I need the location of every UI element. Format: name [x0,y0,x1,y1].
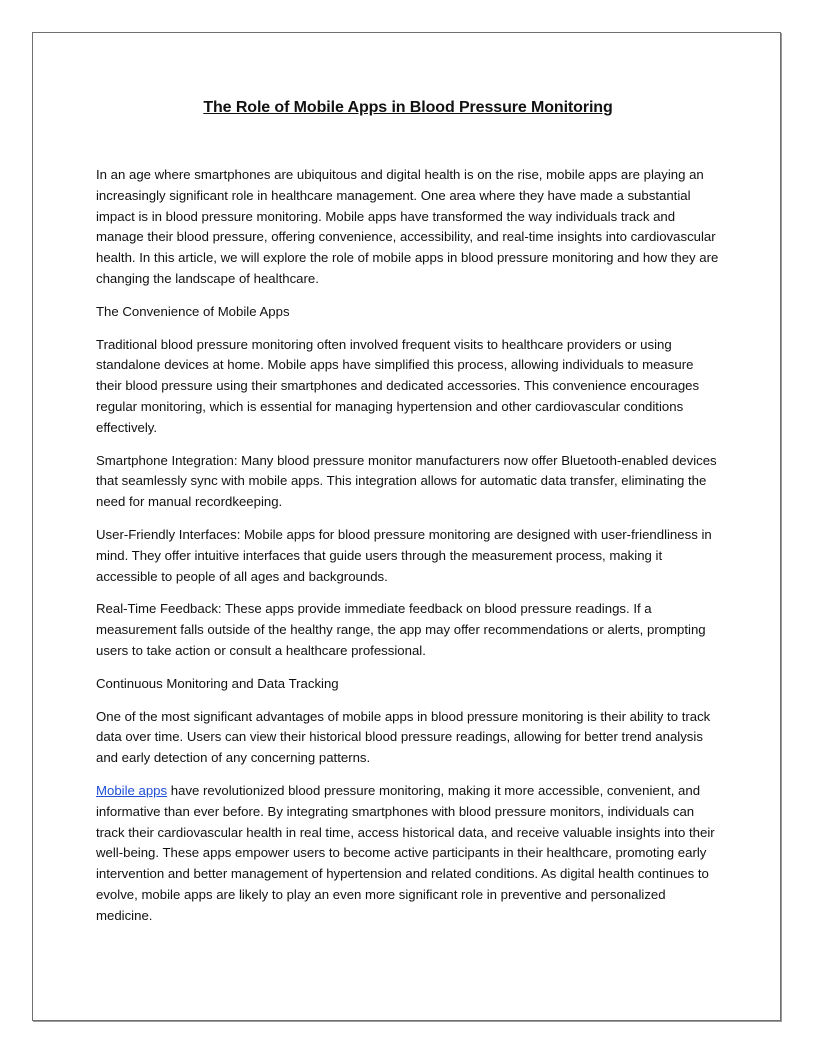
document-title: The Role of Mobile Apps in Blood Pressure Monitoring [203,99,613,116]
real-time-feedback-paragraph: Real-Time Feedback: These apps provide immediate feedback on blood pressure readings. If a measurement falls outside of the healthy range, the app may offer recommendations or alerts, prompting users to take action or consult a healthcare professional. [96,601,706,658]
section-heading-convenience: The Convenience of Mobile Apps [96,303,290,319]
intro-paragraph: In an age where smartphones are ubiquitous and digital health is on the rise, mobile apps are playing an increasingly significant role in healthcare management. One area where they have made a substantial impact is in blood pressure monitoring. Mobile apps have transformed the way individuals track and manage their blood pressure, offering convenience, accessibility, and real-time insights into cardiovascular health. In this article, we will explore the role of mobile apps in blood pressure monitoring and how they are changing the landscape of healthcare. [96,167,719,286]
conclusion-text: have revolutionized blood pressure monitoring, making it more accessible, convenient, and informative than ever before. By integrating smartphones with blood pressure monitors, individuals can track their cardiovascular health in real time, access historical data, and receive valuable insights into their well-being. These apps empower users to become active participants in their healthcare, promoting early intervention and better management of hypertension and related conditions. As digital health continues to evolve, mobile apps are likely to play an even more significant role in preventive and personalized medicine. [96,782,715,923]
convenience-paragraph: Traditional blood pressure monitoring often involved frequent visits to healthcare providers or using standalone devices at home. Mobile apps have simplified this process, allowing individuals to measure their blood pressure using their smartphones and dedicated accessories. This convenience encourages regular monitoring, which is essential for managing hypertension and other cardiovascular conditions effectively. [96,336,700,435]
document-body [96,96,720,927]
monitoring-paragraph: One of the most significant advantages of mobile apps in blood pressure monitoring is their ability to track data over time. Users can view their historical blood pressure readings, allowing for better trend analysis and early detection of any concerning patterns. [96,708,711,766]
mobile-apps-link[interactable]: Mobile apps [96,782,168,798]
user-friendly-paragraph: User-Friendly Interfaces: Mobile apps for blood pressure monitoring are designed with user-friendliness in mind. They offer intuitive interfaces that guide users through the measurement process, making it accessible to people of all ages and backgrounds. [96,526,712,584]
smartphone-integration-paragraph: Smartphone Integration: Many blood pressure monitor manufacturers now offer Bluetooth-enabled devices that seamlessly sync with mobile apps. This integration allows for automatic data transfer, eliminating the need for manual recordkeeping. [96,452,717,510]
section-heading-monitoring: Continuous Monitoring and Data Tracking [96,675,339,691]
conclusion-paragraph [96,781,720,927]
